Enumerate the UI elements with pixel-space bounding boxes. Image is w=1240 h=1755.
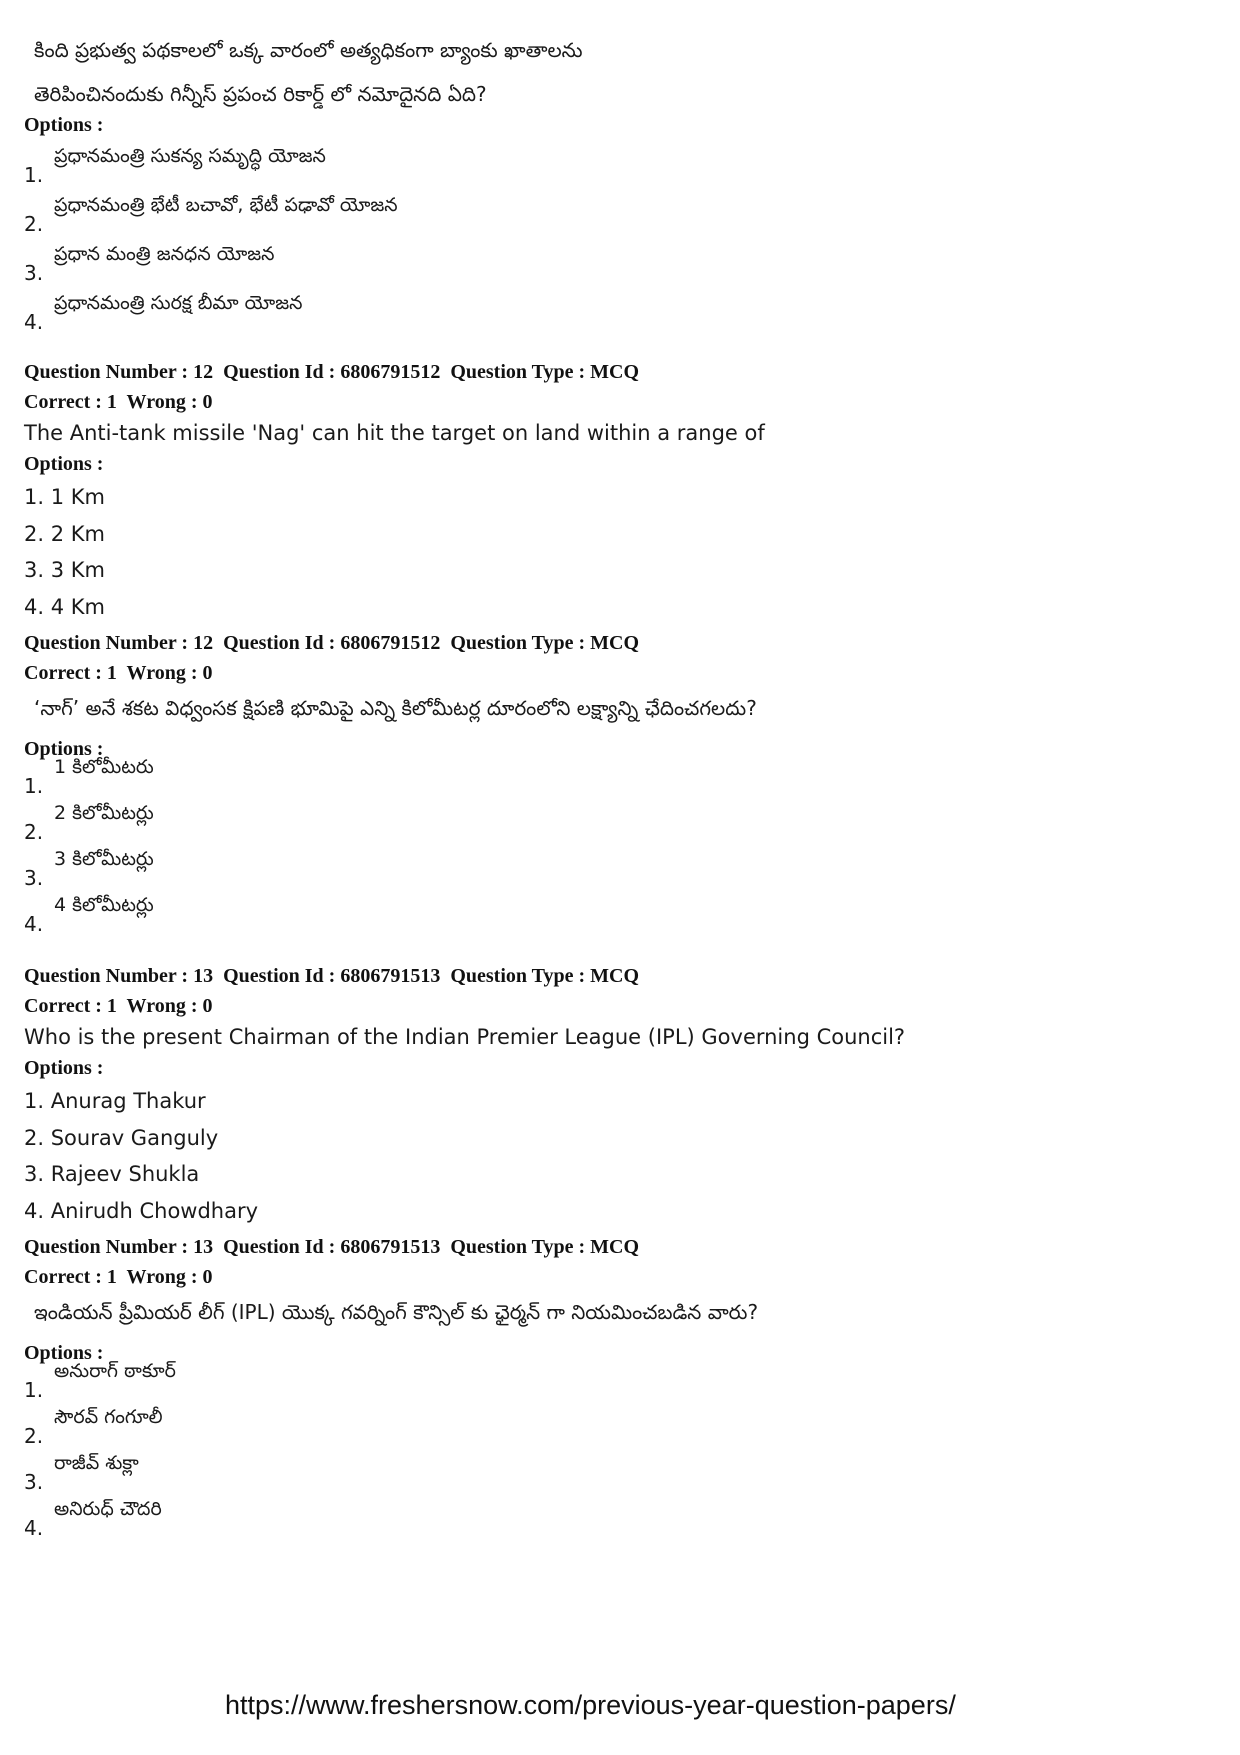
option-item: 4. Anirudh Chowdhary bbox=[24, 1198, 259, 1223]
option-number: 3. bbox=[24, 1470, 44, 1494]
option-number: 1. bbox=[24, 1378, 44, 1402]
question-text: The Anti-tank missile 'Nag' can hit the target on land within a range of bbox=[24, 421, 765, 445]
intro-question bbox=[24, 28, 1214, 116]
options-label: Options : bbox=[24, 738, 104, 760]
option-text: ప్రధానమంత్రి సుకన్య సమృద్ధి యోజన bbox=[54, 145, 326, 167]
option-number: 4. bbox=[24, 1516, 44, 1540]
question-block bbox=[24, 628, 1214, 764]
option-number: 1. bbox=[24, 774, 44, 798]
option-item bbox=[24, 802, 1214, 848]
question-marks: Correct : 1 Wrong : 0 bbox=[24, 1266, 213, 1288]
footer-url[interactable]: https://www.freshersnow.com/previous-year-question-papers/ bbox=[225, 1690, 956, 1720]
option-item bbox=[24, 1360, 1214, 1406]
question-text-line: కింది ప్రభుత్వ పథకాలలో ఒక్క వారంలో అత్యధికంగా బ్యాంకు ఖాతాలను bbox=[34, 38, 583, 62]
intro-option-list bbox=[24, 145, 1214, 341]
question-marks: Correct : 1 Wrong : 0 bbox=[24, 662, 213, 684]
option-item: 3. Rajeev Shukla bbox=[24, 1162, 200, 1186]
question-meta: Question Number : 13 Question Id : 6806791513 Question Type : MCQ bbox=[24, 1236, 640, 1258]
option-text: 4 కిలోమీటర్లు bbox=[54, 894, 154, 916]
option-number: 4. bbox=[24, 912, 44, 936]
option-item: 1. Anurag Thakur bbox=[24, 1089, 206, 1113]
option-text: 3 కిలోమీటర్లు bbox=[54, 848, 154, 870]
question-marks: Correct : 1 Wrong : 0 bbox=[24, 391, 213, 413]
option-item: 4. 4 Km bbox=[24, 594, 105, 619]
option-number: 2. bbox=[24, 820, 44, 844]
question-text: ఇండియన్ ప్రీమియర్ లీగ్ (IPL) యొక్క గవర్నింగ్ కౌన్సిల్ కు ఛైర్మన్ గా నియమించబడిన వారు? bbox=[34, 1300, 759, 1324]
options-label: Options : bbox=[24, 114, 104, 136]
option-number: 2. bbox=[24, 212, 44, 236]
option-item bbox=[24, 292, 1214, 341]
options-label: Options : bbox=[24, 1057, 104, 1079]
option-item bbox=[24, 1452, 1214, 1498]
option-item bbox=[24, 848, 1214, 894]
question-block bbox=[24, 961, 1214, 1229]
option-list bbox=[24, 1360, 1214, 1544]
question-text-line: తెరిపించినందుకు గిన్నీస్ ప్రపంచ రికార్డ్ లో నమోదైనది ఏది? bbox=[34, 82, 487, 106]
question-text: Who is the present Chairman of the Indian Premier League (IPL) Governing Council? bbox=[24, 1025, 906, 1049]
option-number: 1. bbox=[24, 163, 44, 187]
option-text: సౌరవ్ గంగూలీ bbox=[54, 1406, 163, 1428]
question-meta: Question Number : 12 Question Id : 6806791512 Question Type : MCQ bbox=[24, 632, 640, 654]
option-text: 2 కిలోమీటర్లు bbox=[54, 802, 154, 824]
question-meta: Question Number : 12 Question Id : 6806791512 Question Type : MCQ bbox=[24, 361, 640, 383]
option-item bbox=[24, 145, 1214, 194]
option-item bbox=[24, 1406, 1214, 1452]
option-text: అనిరుధ్ చౌదరి bbox=[54, 1498, 162, 1520]
option-item: 2. 2 Km bbox=[24, 521, 105, 546]
option-list bbox=[24, 756, 1214, 940]
option-item bbox=[24, 194, 1214, 243]
question-text: ‘నాగ్’ అనే శకట విధ్వంసక క్షిపణి భూమిపై ఎన్ని కిలోమీటర్ల దూరంలోని లక్ష్యాన్ని ఛేదించగలదు? bbox=[34, 696, 757, 720]
option-item bbox=[24, 894, 1214, 940]
option-text: ప్రధానమంత్రి సురక్ష బీమా యోజన bbox=[54, 292, 303, 314]
question-block bbox=[24, 357, 1214, 625]
option-number: 4. bbox=[24, 310, 44, 334]
option-number: 3. bbox=[24, 261, 44, 285]
option-item bbox=[24, 1498, 1214, 1544]
option-text: ప్రధాన మంత్రి జనధన యోజన bbox=[54, 243, 275, 265]
option-item: 1. 1 Km bbox=[24, 485, 105, 509]
option-item: 3. 3 Km bbox=[24, 558, 105, 582]
option-text: ప్రధానమంత్రి భేటీ బచావో, భేటీ పఢావో యోజన bbox=[54, 194, 398, 216]
question-marks: Correct : 1 Wrong : 0 bbox=[24, 995, 213, 1017]
question-block bbox=[24, 1232, 1214, 1368]
option-text: రాజీవ్ శుక్లా bbox=[54, 1452, 139, 1474]
option-item bbox=[24, 243, 1214, 292]
option-number: 3. bbox=[24, 866, 44, 890]
question-meta: Question Number : 13 Question Id : 6806791513 Question Type : MCQ bbox=[24, 965, 640, 987]
option-text: అనురాగ్ ఠాకూర్ bbox=[54, 1360, 176, 1382]
options-label: Options : bbox=[24, 453, 104, 475]
option-item: 2. Sourav Ganguly bbox=[24, 1125, 219, 1150]
options-label: Options : bbox=[24, 1342, 104, 1364]
option-number: 2. bbox=[24, 1424, 44, 1448]
intro-options bbox=[24, 110, 1214, 140]
option-item bbox=[24, 756, 1214, 802]
option-text: 1 కిలోమీటరు bbox=[54, 756, 154, 778]
